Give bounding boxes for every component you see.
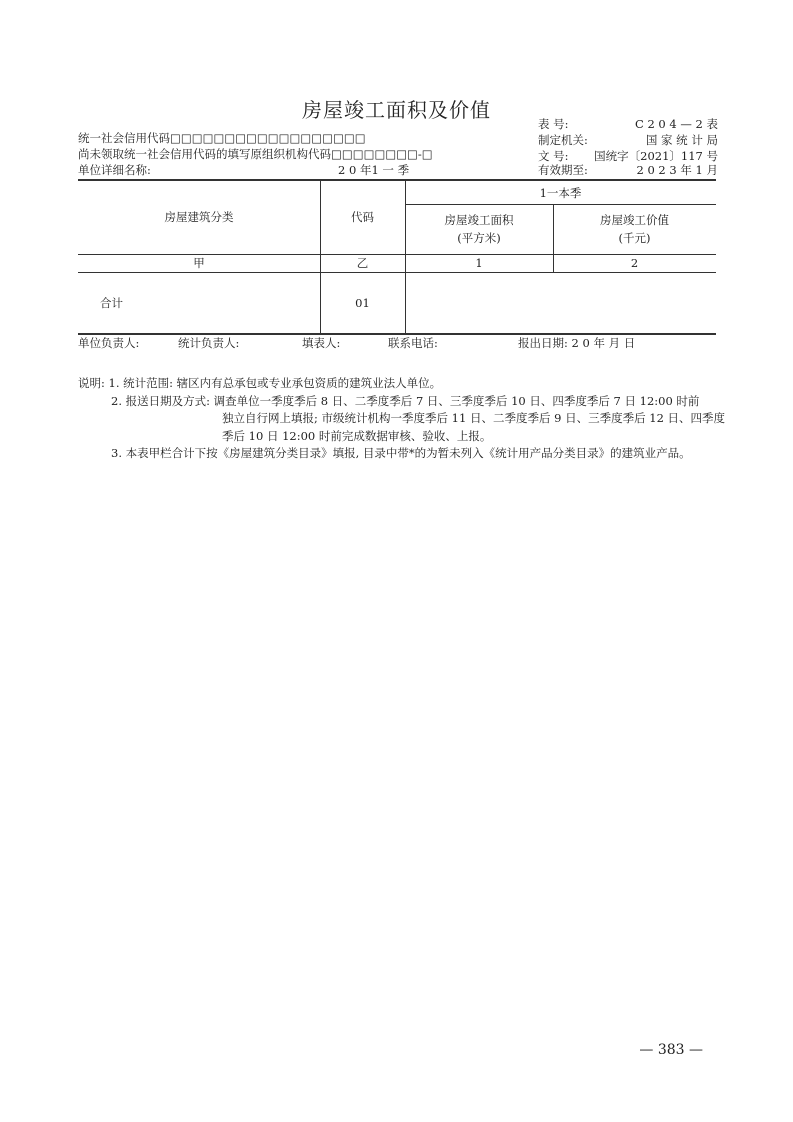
valid-until	[538, 163, 718, 178]
index-area: 1	[475, 256, 483, 270]
stat-head-label: 统计负责人:	[178, 336, 240, 350]
header-period: 1一本季	[539, 186, 582, 200]
document-number	[538, 149, 718, 164]
index-category: 甲	[193, 256, 205, 270]
table-bottom-border	[78, 333, 716, 335]
notes-section	[78, 375, 725, 463]
filler-label: 填表人:	[302, 336, 341, 350]
page-number: — 383 —	[639, 1042, 703, 1058]
index-code: 乙	[356, 256, 369, 270]
document-number-value: 国统字〔2021〕117 号	[594, 149, 718, 163]
header-area-unit: (平方米)	[457, 231, 501, 245]
header-value-unit: (千元)	[618, 231, 651, 245]
org-code-field: 尚未领取统一社会信用代码的填写原组织机构代码□□□□□□□□-□	[78, 147, 433, 161]
report-period: 2 0 年1 一 季	[338, 163, 410, 177]
table-number	[538, 117, 718, 132]
index-row-bottom-border	[78, 272, 716, 273]
document-number-label: 文 号:	[538, 149, 569, 163]
authority-value: 国 家 统 计 局	[645, 133, 718, 147]
page-title: 房屋竣工面积及价值	[302, 98, 491, 122]
total-row-code: 01	[355, 296, 370, 310]
valid-until-label: 有效期至:	[538, 163, 588, 177]
report-date-label: 报出日期: 2 0 年 月 日	[518, 336, 636, 350]
valid-until-value: 2 0 2 3 年 1 月	[636, 163, 718, 177]
note-3: 3. 本表甲栏合计下按《房屋建筑分类目录》填报, 目录中带*的为暂未列入《统计用产品分类目录》的建筑业产品。	[111, 446, 691, 460]
authority-label: 制定机关:	[538, 133, 588, 147]
note-2-line-2: 独立自行网上填报; 市级统计机构一季度季后 11 日、二季度季后 9 日、三季度季后 12 日、四季度	[222, 411, 726, 425]
header-code: 代码	[351, 210, 374, 224]
total-row-label: 合计	[100, 296, 123, 310]
period-header-divider	[405, 204, 716, 205]
header-category: 房屋建筑分类	[164, 210, 234, 224]
index-value: 2	[630, 256, 639, 270]
unit-name-label: 单位详细名称:	[78, 163, 151, 177]
unit-head-label: 单位负责人:	[78, 336, 140, 350]
note-2-line-3: 季后 10 日 12:00 时前完成数据审核、验收、上报。	[222, 428, 492, 443]
header-area-title: 房屋竣工面积	[444, 213, 514, 227]
phone-label: 联系电话:	[388, 336, 438, 350]
authority	[538, 133, 718, 148]
header-value-title: 房屋竣工价值	[600, 213, 669, 227]
note-1: 说明: 1. 统计范围: 辖区内有总承包或专业承包资质的建筑业法人单位。	[78, 376, 442, 390]
note-2-line-1: 2. 报送日期及方式: 调查单位一季度季后 8 日、二季度季后 7 日、三季度季后 10 日、四季度季后 7 日 12:00 时前	[111, 393, 700, 408]
credit-code-field: 统一社会信用代码□□□□□□□□□□□□□□□□□□	[78, 131, 366, 145]
table-number-value: C 2 0 4 — 2 表	[635, 117, 718, 131]
table-number-label: 表 号:	[538, 117, 569, 131]
table-top-border	[78, 179, 716, 181]
